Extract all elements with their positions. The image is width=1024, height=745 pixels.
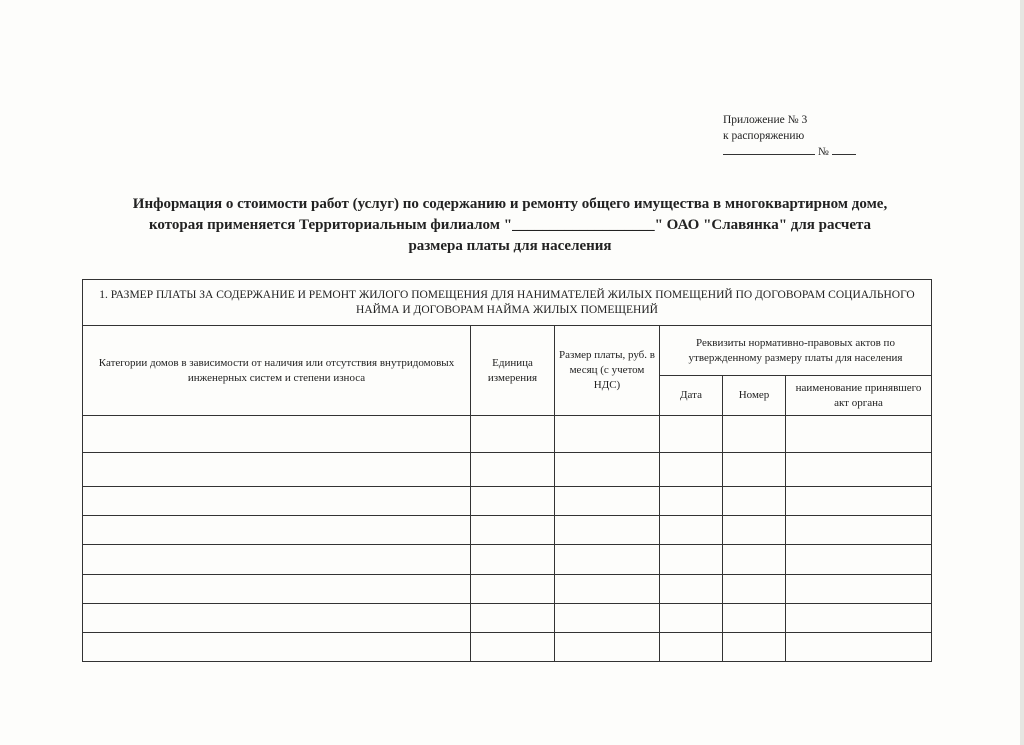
table-cell[interactable] xyxy=(660,604,723,633)
table-cell[interactable] xyxy=(723,453,786,487)
table-cell[interactable] xyxy=(723,604,786,633)
table-cell[interactable] xyxy=(786,604,932,633)
table-cell[interactable] xyxy=(786,633,932,662)
table-cell[interactable] xyxy=(723,633,786,662)
table-cell[interactable] xyxy=(555,453,660,487)
appendix-order: к распоряжению xyxy=(723,130,805,142)
scan-edge xyxy=(1020,0,1024,745)
table-cell[interactable] xyxy=(660,416,723,453)
table-cell[interactable] xyxy=(660,633,723,662)
table-cell[interactable] xyxy=(723,516,786,545)
table-cell[interactable] xyxy=(471,487,555,516)
header-date: Дата xyxy=(660,376,723,416)
header-acts: Реквизиты нормативно-правовых актов по утвержденному размеру платы для населения xyxy=(660,326,932,376)
table-cell[interactable] xyxy=(471,453,555,487)
table-cell[interactable] xyxy=(471,604,555,633)
header-number: Номер xyxy=(723,376,786,416)
table-row xyxy=(83,487,932,516)
table-cell[interactable] xyxy=(555,575,660,604)
table-cell[interactable] xyxy=(786,416,932,453)
table-row xyxy=(83,516,932,545)
table-cell[interactable] xyxy=(83,453,471,487)
title-line-1: Информация о стоимости работ (услуг) по содержанию и ремонту общего имущества в многоквартирном доме, xyxy=(132,196,888,212)
section-title: 1. РАЗМЕР ПЛАТЫ ЗА СОДЕРЖАНИЕ И РЕМОНТ ЖИЛОГО ПОМЕЩЕНИЯ ДЛЯ НАНИМАТЕЛЕЙ ЖИЛЫХ ПОМЕЩЕНИЙ ПО ДОГОВОРАМ СОЦИАЛЬНОГО НАЙМА И ДОГОВОРАМ НАЙМА ЖИЛЫХ ПОМЕЩЕНИЙ xyxy=(83,280,932,326)
table-cell[interactable] xyxy=(786,453,932,487)
table-row xyxy=(83,575,932,604)
header-unit: Единица измерения xyxy=(471,326,555,416)
table-row xyxy=(83,545,932,575)
table-cell[interactable] xyxy=(471,545,555,575)
appendix-blank xyxy=(723,144,856,160)
table-cell[interactable] xyxy=(786,545,932,575)
table-cell[interactable] xyxy=(660,575,723,604)
table-cell[interactable] xyxy=(555,633,660,662)
header-fee: Размер платы, руб. в месяц (с учетом НДС) xyxy=(555,326,660,416)
table-cell[interactable] xyxy=(786,575,932,604)
table-row xyxy=(83,604,932,633)
table-cell[interactable] xyxy=(723,416,786,453)
table-cell[interactable] xyxy=(83,575,471,604)
table-cell[interactable] xyxy=(786,516,932,545)
table-cell[interactable] xyxy=(555,545,660,575)
table-cell[interactable] xyxy=(83,545,471,575)
table-cell[interactable] xyxy=(83,416,471,453)
table-row xyxy=(83,416,932,453)
table-cell[interactable] xyxy=(723,487,786,516)
table-cell[interactable] xyxy=(723,545,786,575)
table-cell[interactable] xyxy=(471,416,555,453)
table-cell[interactable] xyxy=(555,416,660,453)
table-cell[interactable] xyxy=(723,575,786,604)
table-cell[interactable] xyxy=(471,575,555,604)
table-row xyxy=(83,633,932,662)
document-title xyxy=(80,194,940,257)
table-cell[interactable] xyxy=(83,633,471,662)
order-number-blank xyxy=(832,144,856,155)
table-cell[interactable] xyxy=(660,545,723,575)
number-sign: № xyxy=(817,146,829,158)
title-line-2: которая применяется Территориальным филиалом "___________________" ОАО "Славянка" для расчета xyxy=(148,217,872,233)
table-cell[interactable] xyxy=(660,453,723,487)
table-cell[interactable] xyxy=(555,604,660,633)
table-cell[interactable] xyxy=(83,516,471,545)
table-cell[interactable] xyxy=(660,487,723,516)
appendix-note xyxy=(723,112,856,160)
header-authority: наименование принявшего акт органа xyxy=(786,376,932,416)
fee-table xyxy=(82,279,932,662)
table-row xyxy=(83,453,932,487)
table-cell[interactable] xyxy=(471,516,555,545)
header-category: Категории домов в зависимости от наличия или отсутствия внутридомовых инженерных систем и степени износа xyxy=(83,326,471,416)
table-cell[interactable] xyxy=(471,633,555,662)
appendix-number: Приложение № 3 xyxy=(723,114,808,126)
table-cell[interactable] xyxy=(83,487,471,516)
title-line-3: размера платы для населения xyxy=(408,238,612,254)
table-cell[interactable] xyxy=(786,487,932,516)
order-date-blank xyxy=(723,144,815,155)
table-cell[interactable] xyxy=(555,516,660,545)
table-cell[interactable] xyxy=(555,487,660,516)
table-cell[interactable] xyxy=(83,604,471,633)
table-cell[interactable] xyxy=(660,516,723,545)
